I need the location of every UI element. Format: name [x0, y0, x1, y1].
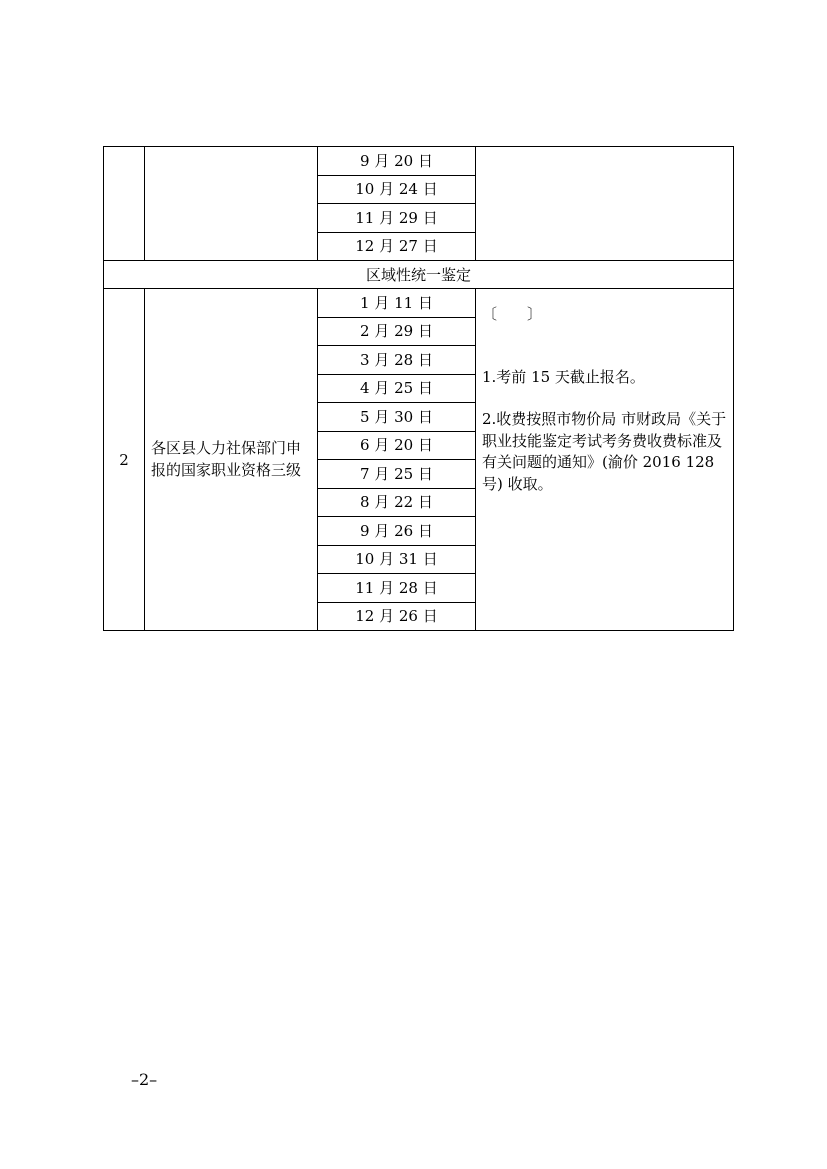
date-cell: 9 月 20 日 [318, 147, 476, 176]
note-cell [476, 147, 734, 261]
date-cell: 7 月 25 日 [318, 460, 476, 489]
date-cell: 8 月 22 日 [318, 488, 476, 517]
schedule-table-wrapper [103, 146, 733, 631]
note-item-1: 1.考前 15 天截止报名。 [482, 368, 645, 386]
date-cell: 9 月 26 日 [318, 517, 476, 546]
date-cell: 4 月 25 日 [318, 374, 476, 403]
row-number-cell [104, 147, 145, 261]
organizer-cell: 各区县人力社保部门申报的国家职业资格三级 [145, 289, 318, 631]
date-cell: 12 月 27 日 [318, 232, 476, 261]
note-bracket: 〔 〕 [482, 305, 543, 323]
date-cell: 5 月 30 日 [318, 403, 476, 432]
date-cell: 10 月 31 日 [318, 545, 476, 574]
page-number: –2– [131, 1070, 158, 1089]
table-row [104, 147, 734, 176]
date-cell: 11 月 29 日 [318, 204, 476, 233]
note-cell [476, 289, 734, 631]
section-row [104, 261, 734, 289]
date-cell: 12 月 26 日 [318, 602, 476, 631]
organizer-cell [145, 147, 318, 261]
row-number-cell: 2 [104, 289, 145, 631]
date-cell: 2 月 29 日 [318, 317, 476, 346]
date-cell: 3 月 28 日 [318, 346, 476, 375]
date-cell: 1 月 11 日 [318, 289, 476, 318]
table-row [104, 289, 734, 318]
date-cell: 10 月 24 日 [318, 175, 476, 204]
schedule-table [103, 146, 734, 631]
date-cell: 6 月 20 日 [318, 431, 476, 460]
section-title: 区域性统一鉴定 [104, 261, 734, 289]
note-item-2: 2.收费按照市物价局 市财政局《关于职业技能鉴定考试考务费收费标准及有关问题的通知》(渝价 2016 128 号) 收取。 [482, 409, 727, 493]
date-cell: 11 月 28 日 [318, 574, 476, 603]
